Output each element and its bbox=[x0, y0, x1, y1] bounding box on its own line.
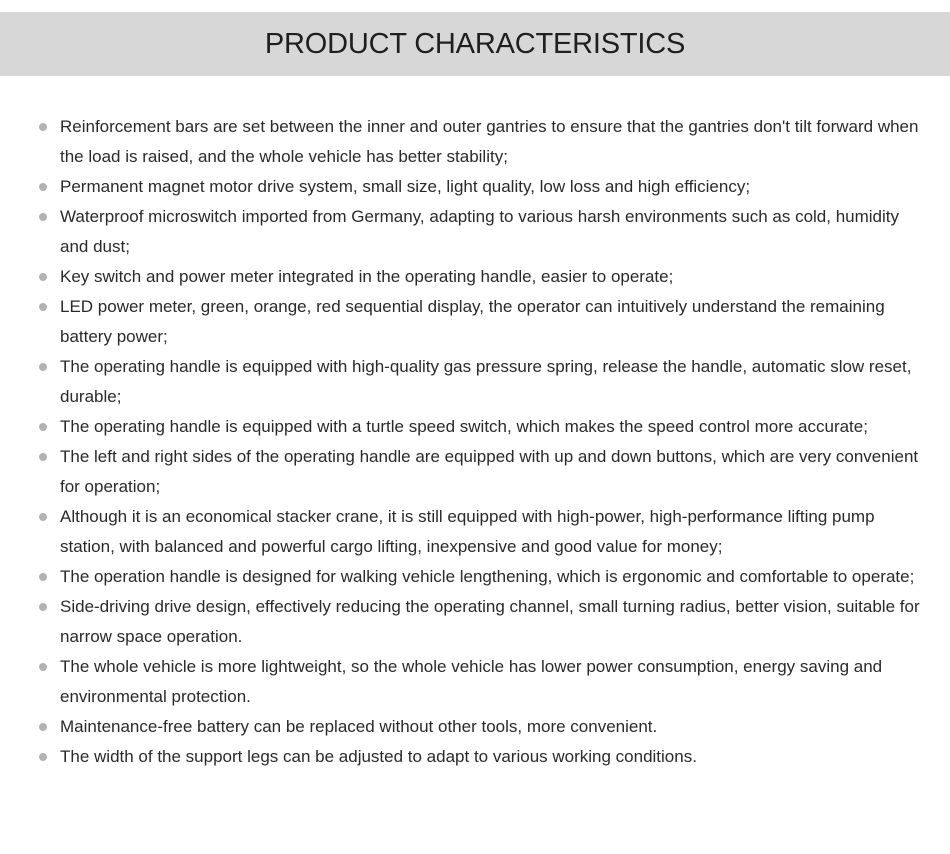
list-item-text: The operating handle is equipped with a turtle speed switch, which makes the speed control more accurate; bbox=[60, 417, 868, 436]
list-item-text: The width of the support legs can be adjusted to adapt to various working conditions. bbox=[60, 747, 697, 766]
list-item bbox=[0, 202, 950, 262]
list-item bbox=[0, 742, 950, 772]
list-item bbox=[0, 412, 950, 442]
list-item bbox=[0, 502, 950, 562]
list-item-text: Waterproof microswitch imported from Germany, adapting to various harsh environments such as cold, humidity and dust; bbox=[60, 207, 900, 256]
list-item-text: Reinforcement bars are set between the inner and outer gantries to ensure that the gantries don't tilt forward when the load is raised, and the whole vehicle has better stability; bbox=[60, 117, 919, 166]
list-item-text: The whole vehicle is more lightweight, so the whole vehicle has lower power consumption, energy saving and environmental protection. bbox=[60, 657, 883, 706]
bullet-icon bbox=[39, 573, 47, 581]
list-item bbox=[0, 712, 950, 742]
list-item-text: Side-driving drive design, effectively reducing the operating channel, small turning radius, better vision, suitable for narrow space operation. bbox=[60, 597, 920, 646]
list-item bbox=[0, 592, 950, 652]
bullet-icon bbox=[39, 183, 47, 191]
list-item-text: The operating handle is equipped with high-quality gas pressure spring, release the handle, automatic slow reset, durable; bbox=[60, 357, 912, 406]
bullet-icon bbox=[39, 123, 47, 131]
bullet-icon bbox=[39, 453, 47, 461]
characteristics-list bbox=[0, 112, 950, 772]
list-item bbox=[0, 652, 950, 712]
list-item-text: The left and right sides of the operating handle are equipped with up and down buttons, which are very convenient for operation; bbox=[60, 447, 919, 496]
bullet-icon bbox=[39, 213, 47, 221]
bullet-icon bbox=[39, 363, 47, 371]
list-item bbox=[0, 442, 950, 502]
bullet-icon bbox=[39, 723, 47, 731]
list-item bbox=[0, 562, 950, 592]
bullet-icon bbox=[39, 603, 47, 611]
list-item-text: The operation handle is designed for walking vehicle lengthening, which is ergonomic and comfortable to operate; bbox=[60, 567, 915, 586]
list-item-text: LED power meter, green, orange, red sequential display, the operator can intuitively understand the remaining battery power; bbox=[60, 297, 885, 346]
bullet-icon bbox=[39, 513, 47, 521]
bullet-icon bbox=[39, 303, 47, 311]
list-item bbox=[0, 352, 950, 412]
list-item-text: Maintenance-free battery can be replaced without other tools, more convenient. bbox=[60, 717, 658, 736]
bullet-icon bbox=[39, 273, 47, 281]
list-item bbox=[0, 292, 950, 352]
list-item-text: Permanent magnet motor drive system, small size, light quality, low loss and high efficiency; bbox=[60, 177, 751, 196]
bullet-icon bbox=[39, 423, 47, 431]
list-item bbox=[0, 112, 950, 172]
list-item-text: Key switch and power meter integrated in the operating handle, easier to operate; bbox=[60, 267, 674, 286]
bullet-icon bbox=[39, 663, 47, 671]
section-header bbox=[0, 12, 950, 76]
list-item bbox=[0, 172, 950, 202]
list-item bbox=[0, 262, 950, 292]
page-title: PRODUCT CHARACTERISTICS bbox=[264, 27, 686, 60]
bullet-icon bbox=[39, 753, 47, 761]
list-item-text: Although it is an economical stacker crane, it is still equipped with high-power, high-performance lifting pump station, with balanced and powerful cargo lifting, inexpensive and good value for money; bbox=[60, 507, 875, 556]
